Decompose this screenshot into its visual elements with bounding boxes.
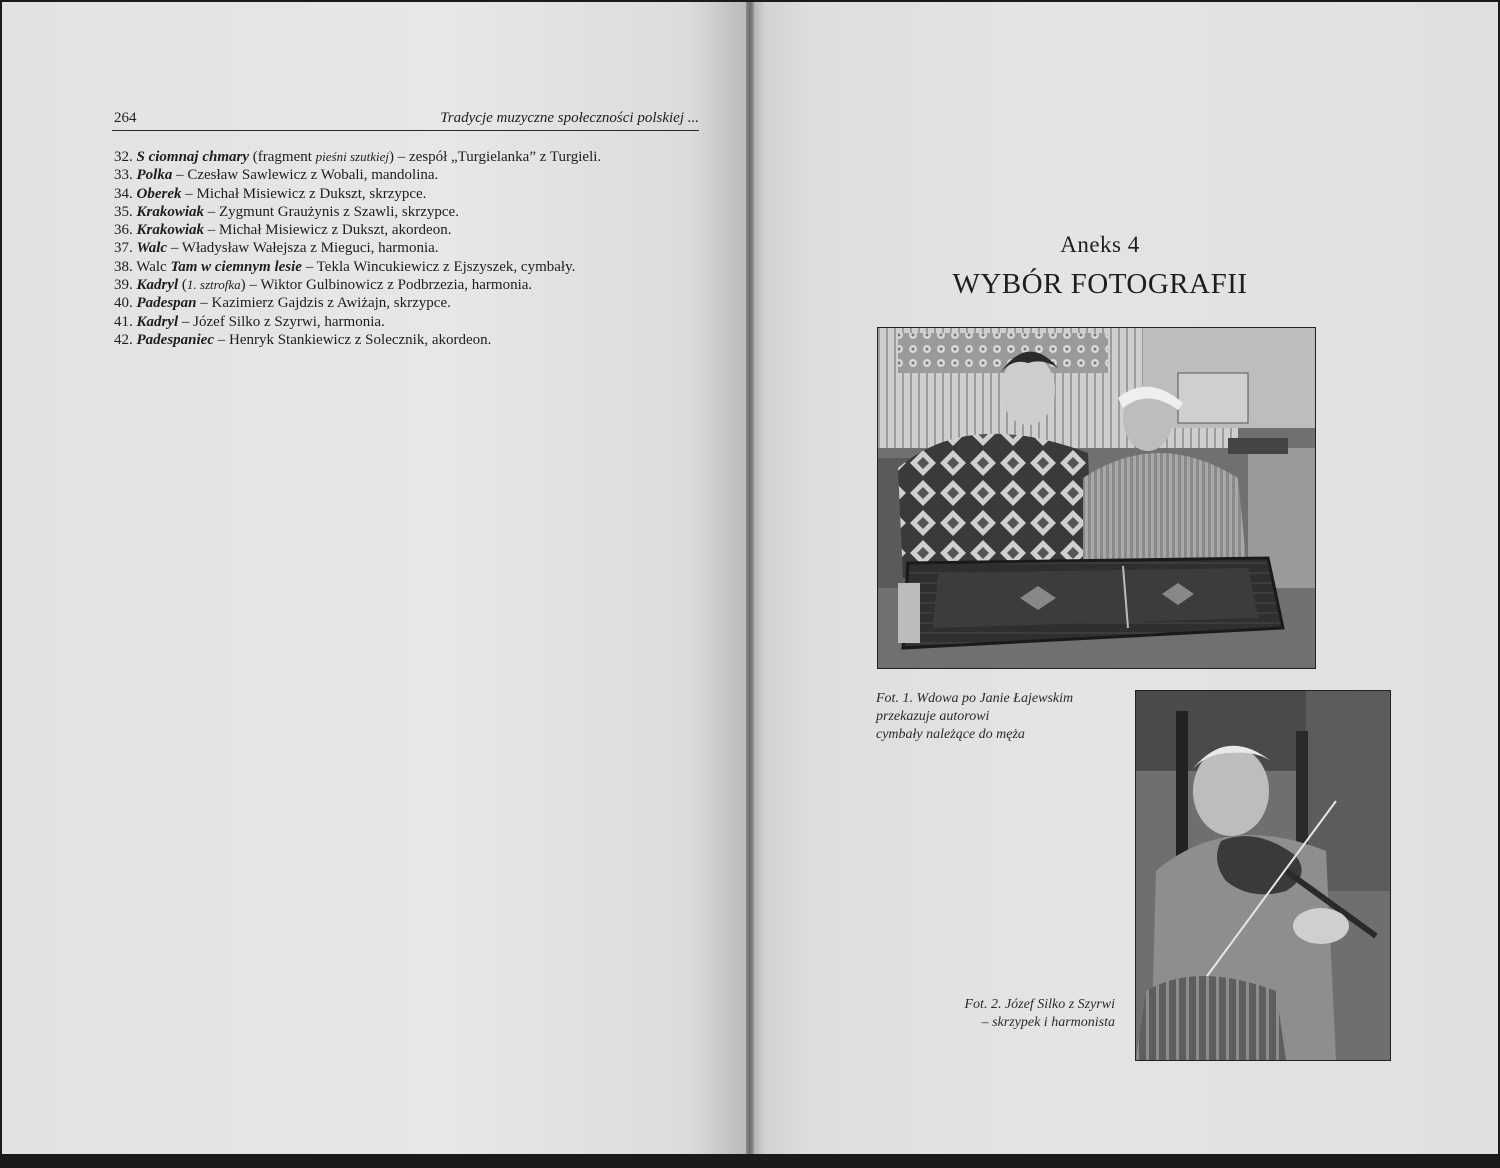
- list-item: [114, 148, 714, 166]
- item-description: – Henryk Stankiewicz z Solecznik, akordeon.: [213, 331, 492, 348]
- item-number: 32.: [114, 149, 137, 165]
- list-item: [114, 276, 714, 294]
- item-number: 34.: [114, 185, 137, 202]
- item-title: Polka: [136, 167, 173, 184]
- item-description: – Władysław Wałejsza z Mieguci, harmonia.: [167, 240, 439, 257]
- item-middle: (: [178, 277, 187, 294]
- photo2-caption-line: Fot. 2. Józef Silko z Szyrwi: [964, 997, 1115, 1012]
- photo2-caption-line: – skrzypek i harmonista: [981, 1015, 1115, 1030]
- item-description: – Michał Misiewicz z Dukszt, skrzypce.: [181, 185, 427, 202]
- running-head: Tradycje muzyczne społeczności polskiej ...: [440, 110, 699, 126]
- item-number: 41.: [114, 313, 137, 330]
- list-item: [114, 294, 714, 312]
- item-number: 35.: [114, 203, 137, 220]
- appendix-label: Aneks 4: [1060, 232, 1140, 257]
- item-description: ) – zespół „Turgielanka” z Turgieli.: [388, 149, 602, 165]
- book-gutter: [746, 2, 754, 1154]
- item-title: Walc: [136, 240, 168, 257]
- list-item: [114, 203, 714, 221]
- photo1-caption-line: Fot. 1. Wdowa po Janie Łajewskim: [876, 691, 1074, 706]
- photo1-caption-line: cymbały należące do męża: [876, 727, 1025, 742]
- page-number: 264: [114, 110, 137, 126]
- item-title: Kadryl: [136, 313, 179, 330]
- item-description: – Zygmunt Graużynis z Szawli, skrzypce.: [204, 203, 459, 220]
- item-subtitle: pieśni szutkiej: [315, 149, 389, 164]
- item-title: Tam w ciemnym lesie: [170, 258, 302, 275]
- photo-violinist: [1135, 690, 1391, 1061]
- left-page: [2, 2, 750, 1154]
- item-number: 39.: [114, 277, 137, 294]
- item-description: – Tekla Wincukiewicz z Ejszyszek, cymbały.: [301, 258, 576, 275]
- list-item: [114, 313, 714, 331]
- item-number: 37.: [114, 240, 137, 257]
- item-title: Krakowiak: [136, 222, 205, 239]
- list-item: [114, 239, 714, 257]
- list-item: [114, 258, 714, 276]
- recording-list: [114, 148, 714, 349]
- list-item: [114, 166, 714, 184]
- item-subtitle: 1. sztrofka: [186, 277, 241, 293]
- item-title: S ciomnaj chmary: [136, 149, 250, 165]
- item-number: 33.: [114, 167, 137, 184]
- page-header: [112, 108, 699, 131]
- item-prefix: Walc: [136, 258, 171, 275]
- item-title: Kadryl: [136, 277, 179, 294]
- list-item: [114, 331, 714, 349]
- item-description: ) – Wiktor Gulbinowicz z Podbrzezia, harmonia.: [240, 277, 533, 294]
- item-title: Padespan: [136, 295, 197, 312]
- list-item: [114, 185, 714, 203]
- item-description: – Józef Silko z Szyrwi, harmonia.: [178, 313, 385, 330]
- appendix-title: WYBÓR FOTOGRAFII: [952, 268, 1248, 300]
- item-number: 36.: [114, 222, 137, 239]
- photo-cymbaly-handover: [877, 327, 1316, 669]
- list-item: [114, 221, 714, 239]
- item-description: – Kazimierz Gajdzis z Awiżajn, skrzypce.: [196, 295, 451, 312]
- item-description: – Czesław Sawlewicz z Wobali, mandolina.: [172, 167, 439, 184]
- item-number: 38.: [114, 258, 137, 275]
- item-title: Oberek: [136, 185, 182, 202]
- item-number: 42.: [114, 331, 137, 348]
- item-title: Krakowiak: [136, 203, 205, 220]
- item-title: Padespaniec: [136, 331, 214, 348]
- photo2-caption: [930, 996, 1115, 1032]
- item-middle: (fragment: [249, 149, 316, 165]
- item-description: – Michał Misiewicz z Dukszt, akordeon.: [204, 222, 452, 239]
- item-number: 40.: [114, 295, 137, 312]
- photo1-caption: [876, 690, 1116, 744]
- photo1-caption-line: przekazuje autorowi: [876, 709, 990, 724]
